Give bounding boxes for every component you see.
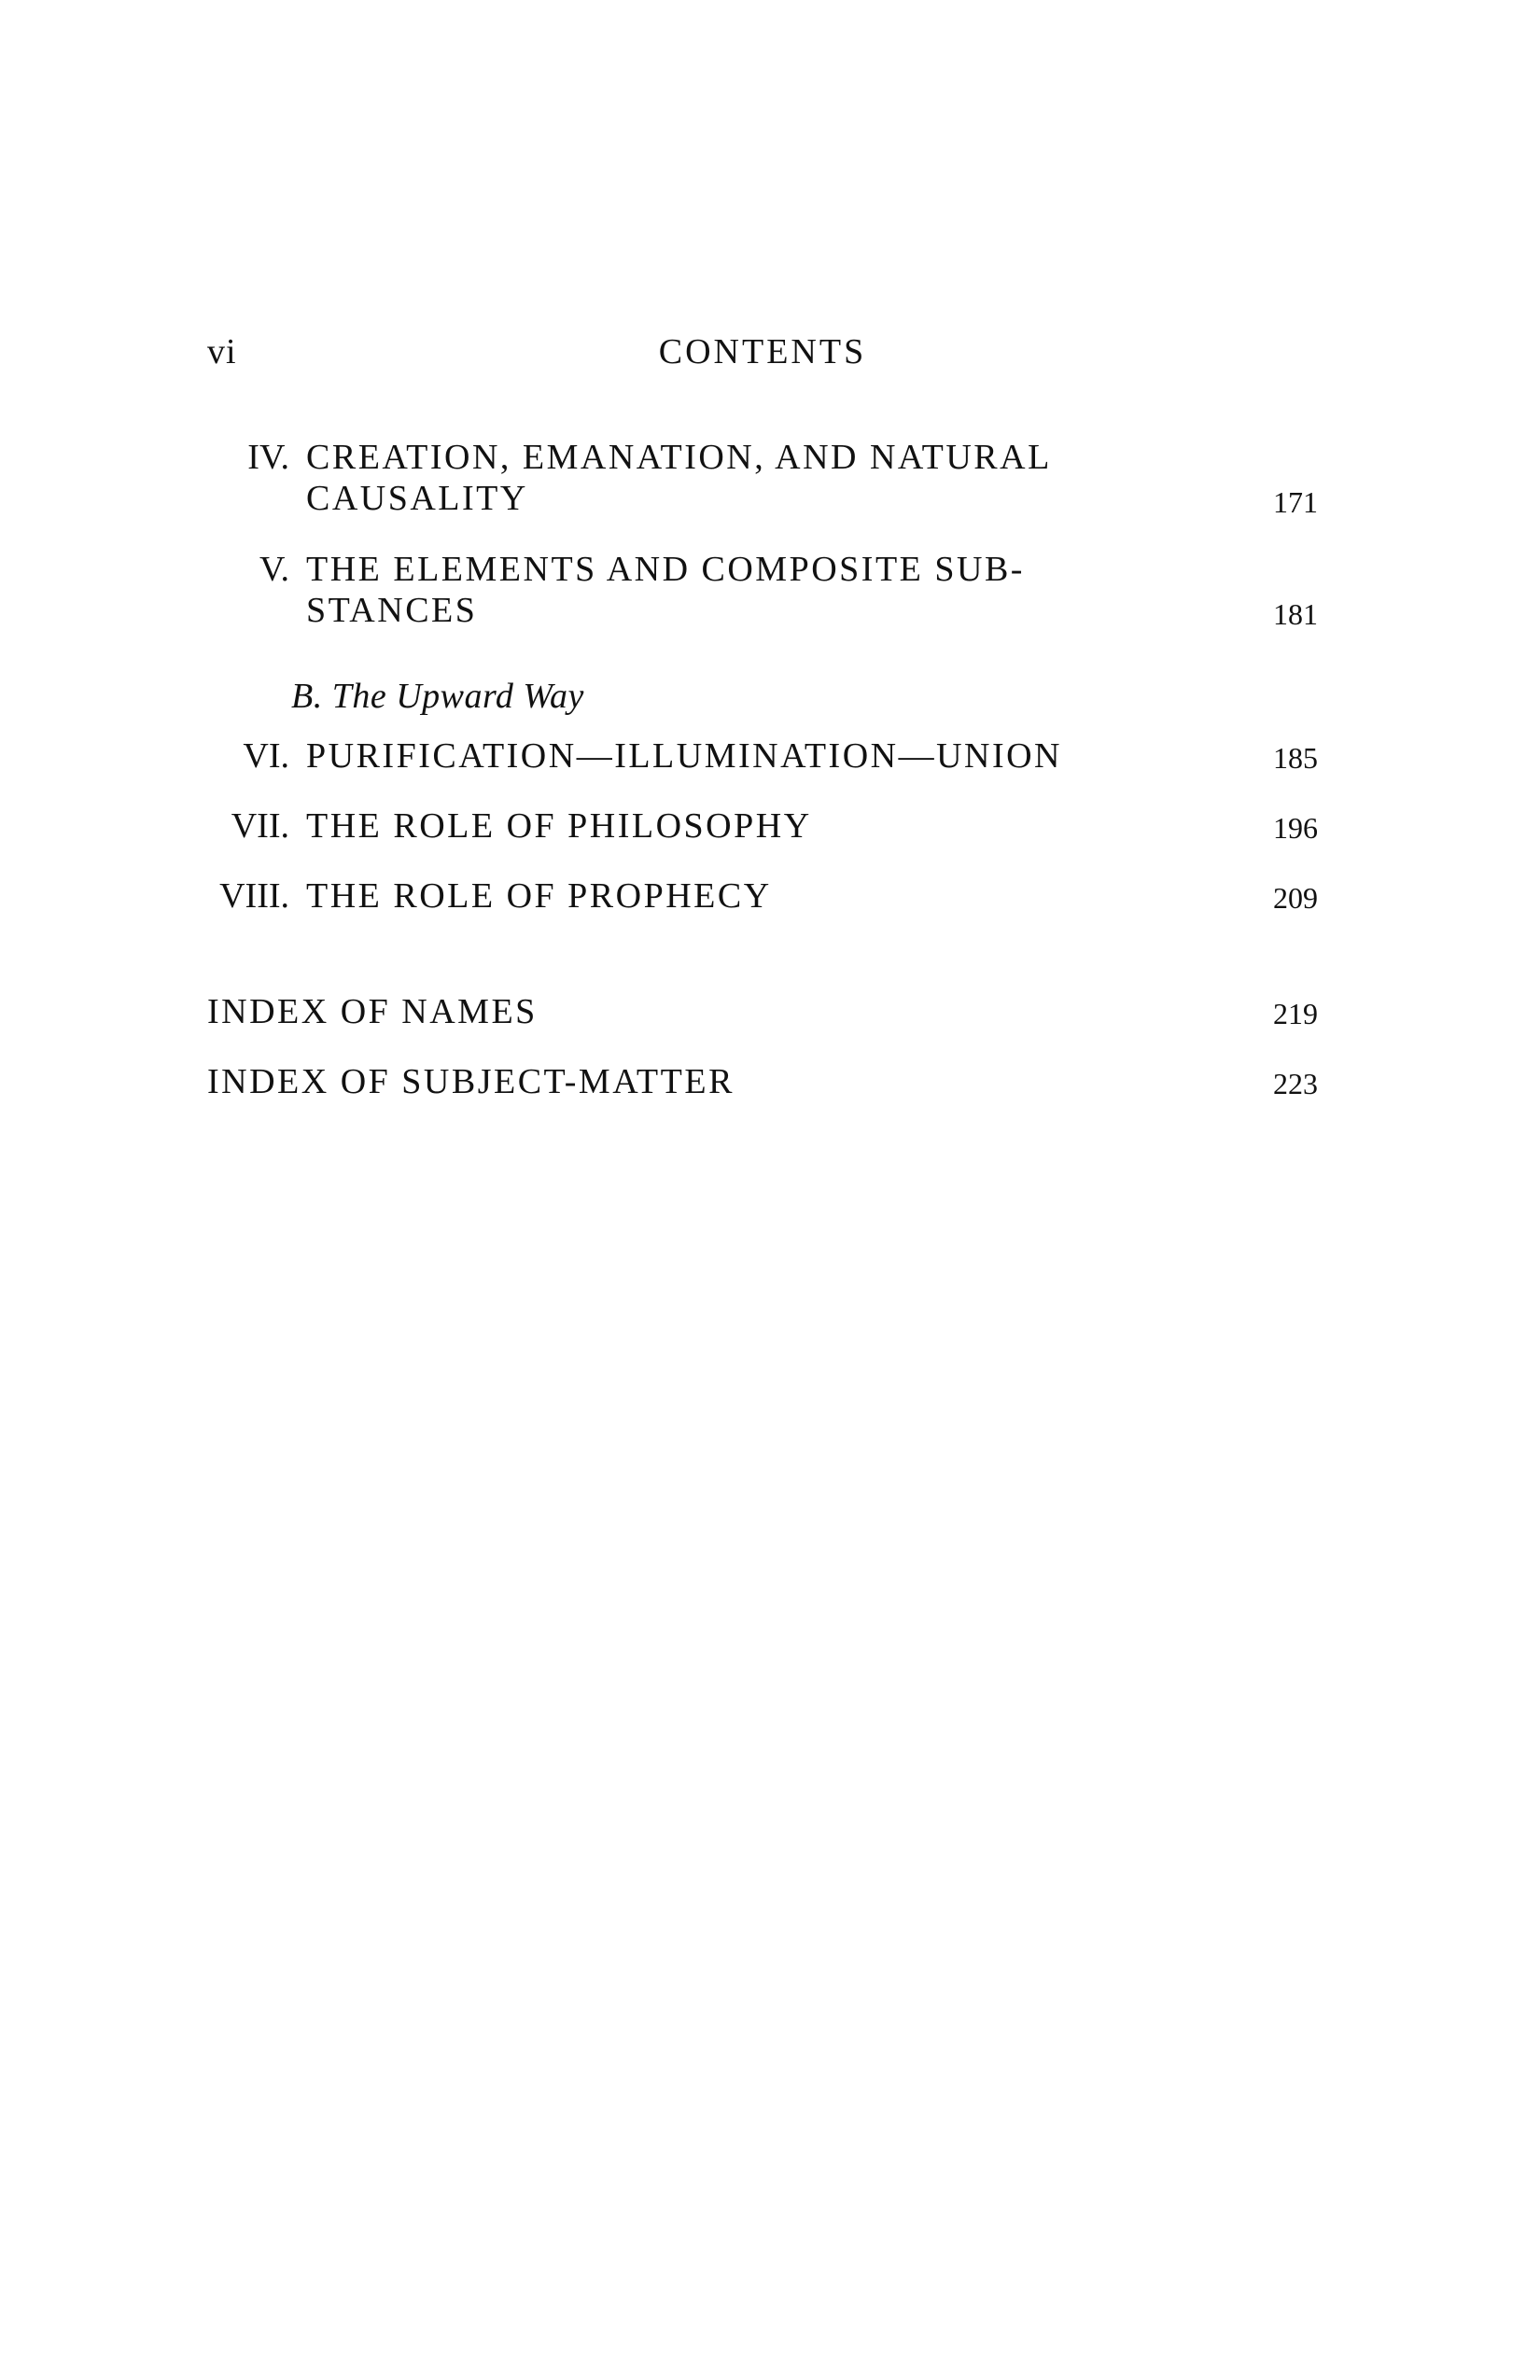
chapter-title bbox=[306, 549, 1025, 631]
page-title: CONTENTS bbox=[658, 332, 867, 371]
toc-entry-index-subject bbox=[207, 1061, 1318, 1102]
page-number: 185 bbox=[1273, 741, 1318, 775]
page-number: 223 bbox=[1273, 1067, 1318, 1100]
toc-entry-iv bbox=[207, 437, 1318, 519]
toc-entry-vii bbox=[207, 805, 1318, 847]
folio: vi bbox=[207, 332, 237, 371]
chapter-title-line-1: CREATION, EMANATION, AND NATURAL bbox=[306, 438, 1052, 477]
chapter-title-line-1: THE ELEMENTS AND COMPOSITE SUB- bbox=[306, 550, 1025, 589]
index-title: INDEX OF NAMES bbox=[207, 992, 538, 1031]
toc-entry-vi bbox=[207, 735, 1318, 777]
toc-entry-index-names bbox=[207, 991, 1318, 1032]
page-number: 171 bbox=[1273, 485, 1318, 519]
chapter-title-line-2: CAUSALITY bbox=[306, 479, 528, 518]
chapter-title: PURIFICATION—ILLUMINATION—UNION bbox=[306, 736, 1063, 776]
running-head bbox=[207, 331, 1318, 378]
chapter-title: THE ROLE OF PHILOSOPHY bbox=[306, 806, 812, 846]
chapter-number: VII. bbox=[231, 806, 289, 846]
chapter-title bbox=[306, 437, 1052, 519]
chapter-number: VIII. bbox=[219, 876, 289, 916]
chapter-number: IV. bbox=[247, 438, 289, 477]
chapter-title-line-2: STANCES bbox=[306, 591, 478, 630]
page-number: 209 bbox=[1273, 881, 1318, 915]
page-number: 181 bbox=[1273, 597, 1318, 631]
toc-entry-v bbox=[207, 549, 1318, 631]
index-title: INDEX OF SUBJECT-MATTER bbox=[207, 1062, 735, 1101]
toc-entry-viii bbox=[207, 875, 1318, 917]
page-number: 219 bbox=[1273, 997, 1318, 1030]
section-heading: B. The Upward Way bbox=[291, 677, 584, 716]
chapter-number: V. bbox=[259, 550, 289, 589]
chapter-title: THE ROLE OF PROPHECY bbox=[306, 876, 772, 916]
page-number: 196 bbox=[1273, 811, 1318, 845]
chapter-number: VI. bbox=[243, 736, 289, 776]
